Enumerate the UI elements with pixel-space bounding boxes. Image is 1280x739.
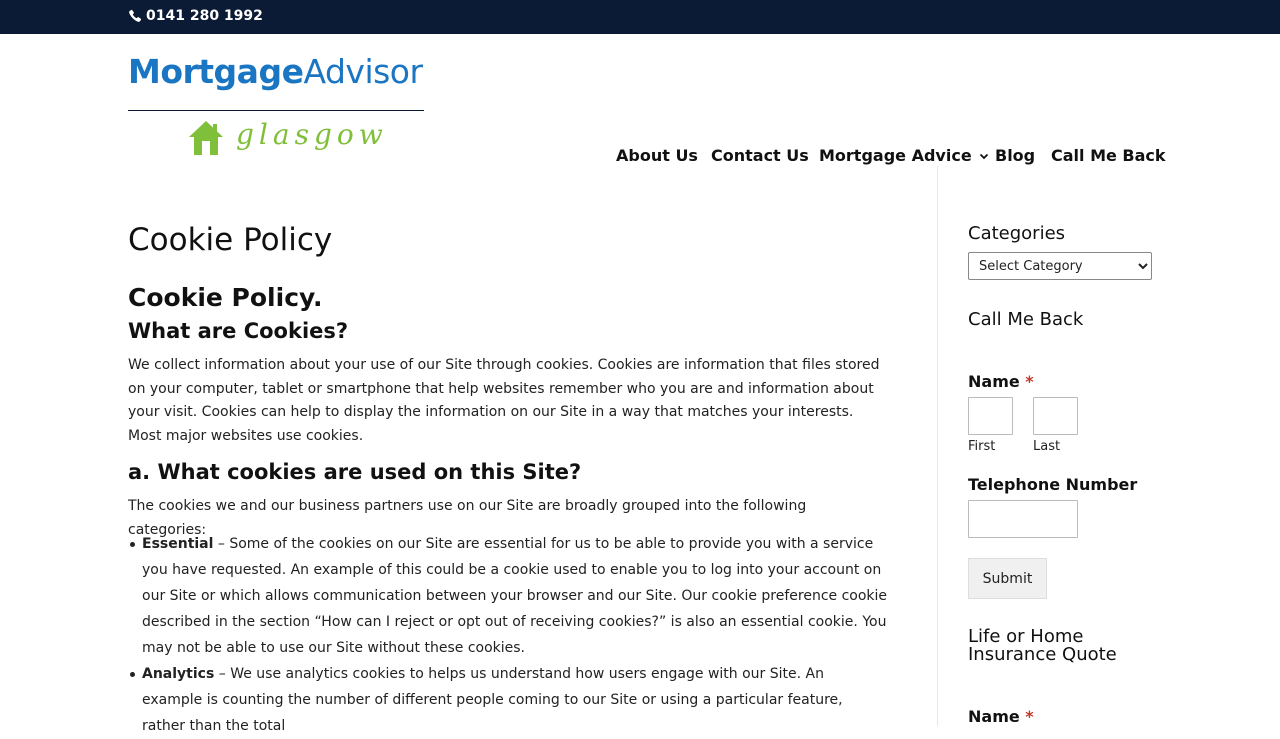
- policy-heading: Cookie Policy.: [128, 283, 323, 312]
- page-title: Cookie Policy: [128, 222, 333, 258]
- submit-button[interactable]: Submit: [968, 558, 1047, 599]
- list-item-text: – Some of the cookies on our Site are essential for us to be able to provide you with a service you have requested. An example of this could be a cookie used to enable you to log into your account on our Site or which allows communication between your browser and our Site. Our cookie preference cookie described in the section “How can I reject or opt out of receiving cookies?” is also an essential cookie. You may not be able to use our Site without these cookies.: [142, 536, 888, 656]
- last-name-input[interactable]: [1033, 397, 1078, 435]
- last-label: Last: [1033, 439, 1061, 454]
- what-are-cookies-heading: What are Cookies?: [128, 319, 349, 343]
- phone-number: 0141 280 1992: [146, 8, 263, 24]
- required-mark: *: [1025, 707, 1034, 726]
- telephone-label: Telephone Number: [968, 475, 1138, 494]
- list-item-term: Essential: [142, 536, 214, 552]
- nav-item-mortgage-advice[interactable]: Mortgage Advice: [819, 146, 990, 165]
- cookies-used-paragraph: The cookies we and our business partners use on our Site are broadly grouped into the following categories:: [128, 498, 807, 538]
- nav-item-blog[interactable]: Blog: [995, 146, 1036, 165]
- nav-item-contact-us[interactable]: Contact Us: [711, 146, 809, 165]
- list-item-text: – We use analytics cookies to helps us understand how users engage with our Site. An example is counting the number of different people coming to our Site or using a particular feature, rather than the total: [142, 666, 843, 734]
- cookies-used-heading: a. What cookies are used on this Site?: [128, 460, 582, 484]
- list-item-term: Analytics: [142, 666, 215, 682]
- top-bar: [0, 0, 1280, 34]
- what-are-cookies-paragraph: We collect information about your use of our Site through cookies. Cookies are information that files stored on your computer, tablet or smartphone that help websites remember who you are and information about your visit. Cookies can help to display the information on our Site in a way that matches your interests. Most major websites use cookies.: [128, 357, 880, 444]
- name-label: Name *: [968, 372, 1034, 391]
- chevron-down-icon: [978, 150, 990, 162]
- first-name-input[interactable]: [968, 397, 1013, 435]
- nav-item-call-me-back[interactable]: Call Me Back: [1051, 146, 1166, 165]
- phone-link[interactable]: [128, 8, 263, 24]
- phone-icon: [128, 9, 142, 23]
- site-logo[interactable]: [128, 52, 428, 151]
- cookie-categories-list: [142, 531, 888, 739]
- list-item: [142, 661, 888, 739]
- first-label: First: [968, 439, 996, 454]
- logo-subtitle: glasgow: [236, 118, 388, 151]
- name-label-2: Name *: [968, 707, 1034, 726]
- callback-title: Call Me Back: [968, 309, 1084, 330]
- logo-divider: [128, 110, 424, 111]
- list-item: [142, 531, 888, 661]
- insurance-title: Life or Home Insurance Quote: [968, 626, 1117, 665]
- nav-item-about-us[interactable]: About Us: [616, 146, 698, 165]
- required-mark: *: [1025, 372, 1034, 391]
- site-header: [0, 34, 1280, 166]
- sidebar-divider: [937, 166, 938, 726]
- house-icon: [186, 118, 226, 158]
- category-select[interactable]: [968, 252, 1152, 280]
- logo-wordmark: MortgageAdvisor: [128, 52, 423, 91]
- telephone-input[interactable]: [968, 500, 1078, 538]
- categories-title: Categories: [968, 223, 1066, 244]
